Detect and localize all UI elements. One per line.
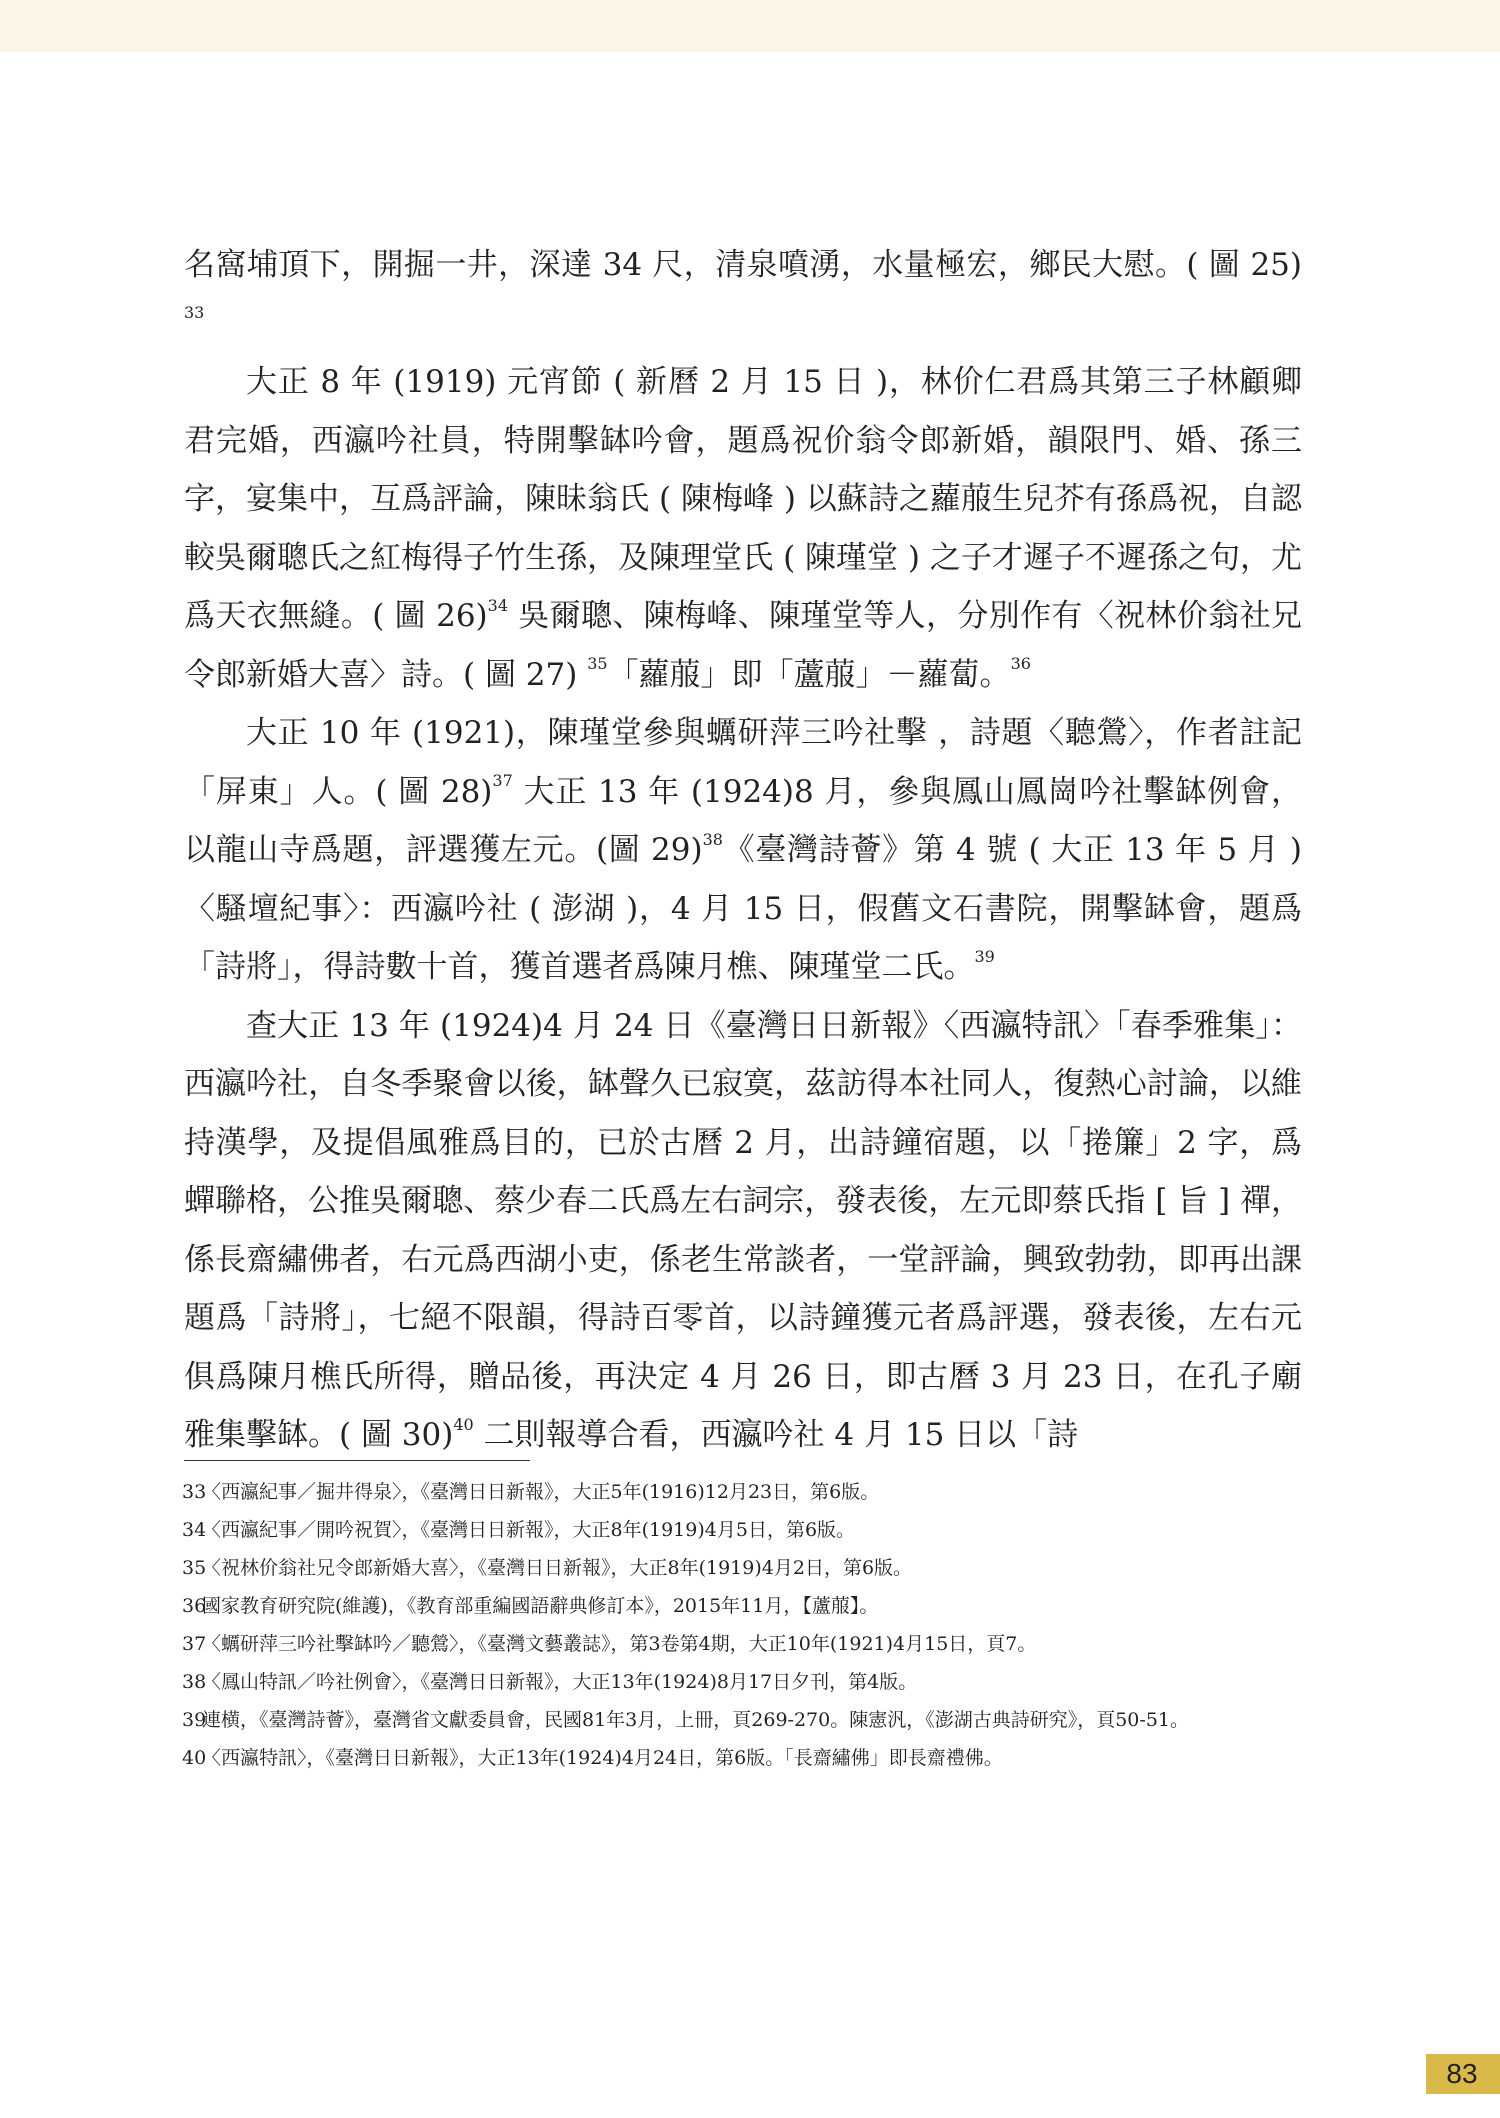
footnote [184,1706,1302,1735]
text-run: 「蘿菔」即「蘆菔」－蘿蔔。 [607,656,1011,693]
footnote-number: 37 [182,1633,207,1655]
text-run: 查大正 13 年 (1924)4 月 24 日《臺灣日日新報》〈西瀛特訊〉「春季雅集」：西瀛吟社，自冬季聚會以後，缽聲久已寂寞，茲訪得本社同人，復熱心討論，以維持漢學，及提倡風雅爲目的，已於古曆 2 月，出詩鐘宿題，以「捲簾」2 字，爲蟬聯格，公推吳爾聰、蔡少春二氏爲左右詞宗，發表後，左元即蔡氏指 [ 旨 ] 禪，係長齋繡佛者，右元爲西湖小吏，係老生常談者，一堂評論，興致勃勃，即再出課題爲「詩將」，七絕不限韻，得詩百零首，以詩鐘獲元者爲評選，發表後，左右元俱爲陳月樵氏所得，贈品後，再決定 4 月 26 日，即古曆 3 月 23 日，在孔子廟雅集擊缽。( 圖 30) [184,1007,1302,1453]
footnote [184,1554,1302,1583]
paragraph [184,353,1302,704]
footnote-number: 33 [182,1481,207,1503]
paragraph [184,236,1302,353]
text-run: 大正 10 年 (1921)，陳瑾堂參與蠣研萍三吟社擊 ，詩題〈聽鶯〉，作者註記「屏東」人。( 圖 28) [184,715,1302,810]
footnote-text: 〈西瀛紀事／開吟祝賀〉，《臺灣日日新報》，大正8年(1919)4月5日，第6版。 [202,1519,856,1541]
footnote-text: 〈鳳山特訊／吟社例會〉，《臺灣日日新報》，大正13年(1924)8月17日夕刊，第4版。 [202,1671,918,1693]
footnote-text: 〈祝林价翁社兄令郎新婚大喜〉，《臺灣日日新報》，大正8年(1919)4月2日，第6版。 [202,1557,913,1579]
footnote [184,1630,1302,1659]
footnote-number: 38 [182,1671,207,1693]
footnote-ref[interactable]: 35 [587,654,608,674]
page-number: 83 [1446,2058,1478,2089]
footnote [184,1668,1302,1697]
footnote-ref[interactable]: 40 [453,1414,474,1434]
footnote-ref[interactable]: 36 [1010,654,1031,674]
footnote-text: 〈西瀛特訊〉，《臺灣日日新報》，大正13年(1924)4月24日，第6版。「長齋繡佛」即長齋禮佛。 [202,1747,1003,1769]
footnote-text: 國家教育研究院(維護)，《教育部重編國語辭典修訂本》，2015年11月，【蘆菔】。 [202,1595,879,1617]
top-band [0,0,1500,52]
text-run: 名窩埔頂下，開掘一井，深達 34 尺，清泉噴湧，水量極宏，鄉民大慰。( 圖 25) [184,247,1302,283]
text-run: 大正 8 年 (1919) 元宵節 ( 新曆 2 月 15 日 )，林价仁君爲其第三子林顧卿君完婚，西瀛吟社員，特開擊缽吟會，題爲祝价翁令郎新婚，韻限門、婚、孫三字，宴集中，互爲評論，陳昧翁氏 ( 陳梅峰 ) 以蘇詩之蘿菔生兒芥有孫爲祝，自認較吳爾聰氏之紅梅得子竹生孫，及陳理堂氏 ( 陳瑾堂 ) 之子才遲子不遲孫之句，尤爲天衣無縫。( 圖 26) [184,364,1302,634]
footnotes [184,1478,1302,1782]
paragraph [184,997,1302,1465]
text-run: 《臺灣詩薈》第 4 號 ( 大正 13 年 5 月 )〈騷壇紀事〉：西瀛吟社 ( 澎湖 )，4 月 15 日，假舊文石書院，開擊缽會，題爲「詩將」，得詩數十首，獲首選者爲陳月樵、陳瑾堂二氏。 [184,832,1302,985]
footnote-text: 〈西瀛紀事／掘井得泉〉，《臺灣日日新報》，大正5年(1916)12月23日，第6版。 [202,1481,880,1503]
text-run: 吳爾聰、陳梅峰、陳瑾堂等人，分別作有〈祝林价翁社兄令郎新婚大喜〉詩。( 圖 27) [184,598,1302,693]
footnote-number: 39 [182,1709,207,1731]
footnote-text: 連横，《臺灣詩薈》，臺灣省文獻委員會，民國81年3月，上冊，頁269-270。陳憲汎，《澎湖古典詩研究》，頁50-51。 [202,1709,1189,1731]
footnote-number: 34 [182,1519,207,1541]
footnote [184,1478,1302,1507]
footnote-divider [184,1460,530,1461]
text-run: 二則報導合看，西瀛吟社 4 月 15 日以「詩 [473,1417,1079,1453]
footnote [184,1744,1302,1773]
footnote-ref[interactable]: 37 [492,771,513,791]
footnote-ref[interactable]: 38 [702,829,723,849]
footnote-number: 40 [182,1747,207,1769]
footnote-ref[interactable]: 33 [184,303,205,323]
footnote-text: 〈蠣研萍三吟社擊缽吟／聽鶯〉，《臺灣文藝叢誌》，第3卷第4期，大正10年(1921)4月15日，頁7。 [202,1633,1037,1655]
paragraph [184,704,1302,997]
text-run: 大正 13 年 (1924)8 月，參與鳳山鳳崗吟社擊缽例會，以龍山寺爲題，評選獲左元。(圖 29) [184,773,1302,868]
body-text [184,236,1302,1465]
footnote-ref[interactable]: 39 [974,946,995,966]
footnote [184,1516,1302,1545]
footnote-number: 36 [182,1595,207,1617]
footnote-number: 35 [182,1557,207,1579]
footnote-ref[interactable]: 34 [487,595,508,615]
footnote [184,1592,1302,1621]
